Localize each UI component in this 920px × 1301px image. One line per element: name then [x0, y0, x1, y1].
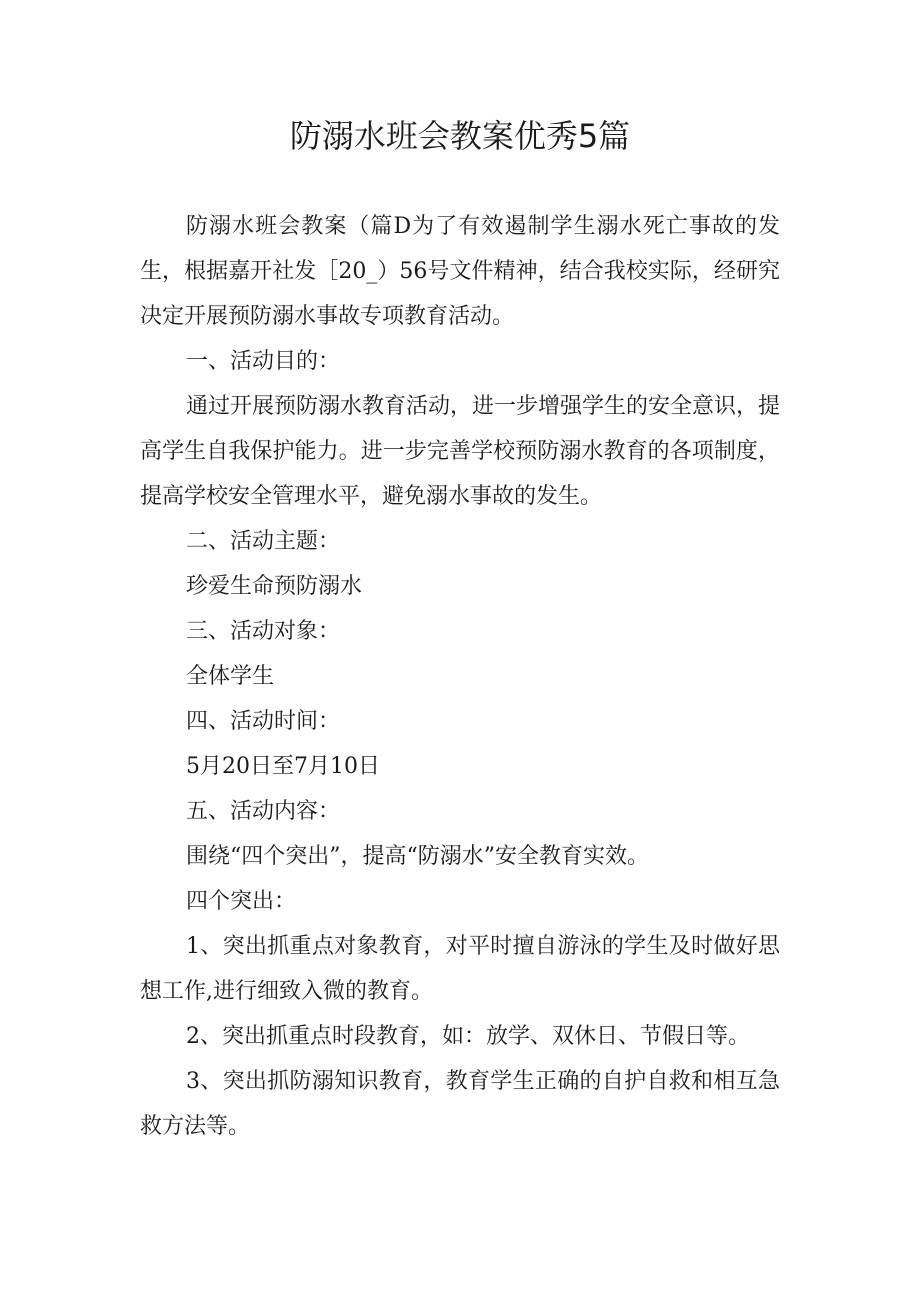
list-item-point-1: 1、突出抓重点对象教育，对平时擅自游泳的学生及时做好思想工作,进行细致入微的教育。: [140, 934, 780, 1004]
document-body: [140, 204, 780, 1149]
paragraph-content: 围绕“四个突出”，提高“防溺水”安全教育实效。: [186, 844, 649, 869]
heading-theme: 二、活动主题：: [186, 529, 341, 554]
paragraph-audience: 全体学生: [186, 664, 275, 689]
list-item-point-3: 3、突出抓防溺知识教育，教育学生正确的自护自救和相互急救方法等。: [140, 1069, 780, 1139]
heading-four-points: 四个突出：: [186, 889, 297, 914]
paragraph-time: 5月20日至7月10日: [186, 754, 380, 779]
document-title: 防溺水班会教案优秀5篇: [289, 117, 631, 155]
paragraph-purpose: 通过开展预防溺水教育活动，进一步增强学生的安全意识，提高学生自我保护能力。进一步完善学校预防溺水教育的各项制度，提高学校安全管理水平，避免溺水事故的发生。: [140, 394, 781, 509]
heading-time: 四、活动时间：: [186, 709, 341, 734]
paragraph-intro: 防溺水班会教案（篇D为了有效遏制学生溺水死亡事故的发生，根据嘉开社发［20_）56号文件精神，结合我校实际，经研究决定开展预防溺水事故专项教育活动。: [140, 214, 780, 329]
paragraph-theme: 珍爱生命预防溺水: [186, 574, 363, 599]
heading-content: 五、活动内容：: [186, 799, 341, 824]
heading-purpose: 一、活动目的：: [186, 349, 341, 374]
list-item-point-2: 2、突出抓重点时段教育，如：放学、双休日、节假日等。: [186, 1024, 750, 1049]
heading-audience: 三、活动对象：: [186, 619, 341, 644]
